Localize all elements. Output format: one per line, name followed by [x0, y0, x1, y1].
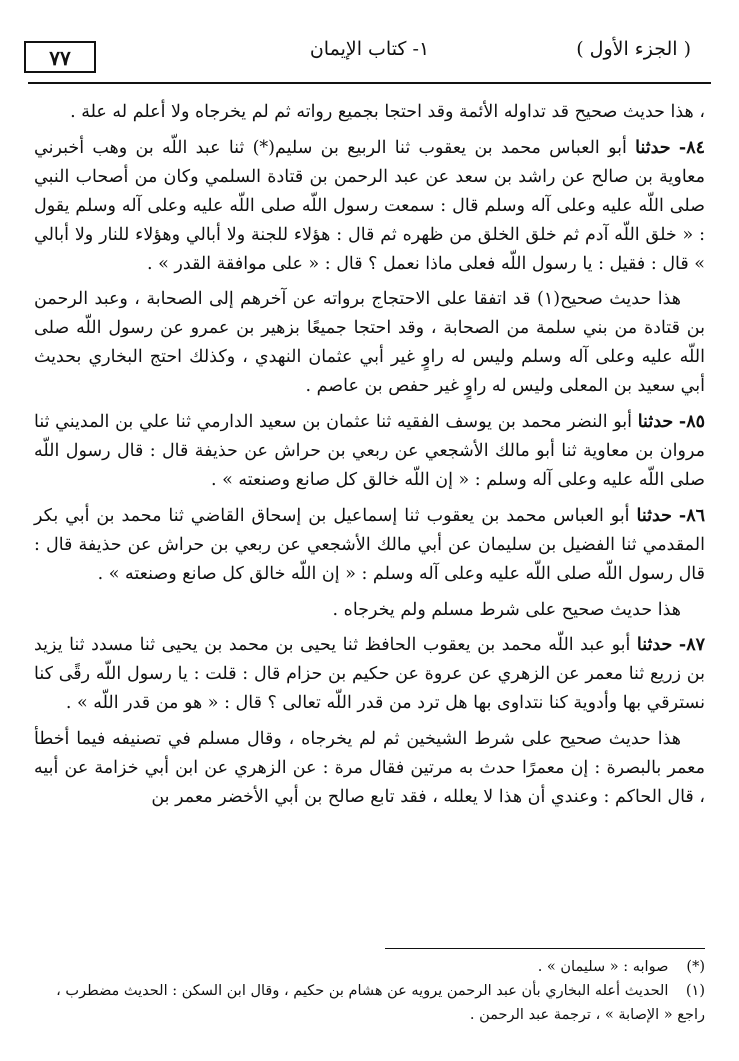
hadith-text: أبو عبد اللّه محمد بن يعقوب الحافظ ثنا يحيى بن محمد بن يحيى ثنا مسدد ثنا يزيد بن زريع ثنا معمر عن الزهري عن عروة عن حكيم بن حزام قال : قلت : يا رسول اللّه رقًى كنا نسترقي بها وأدوية كنا نتداوى بها هل ترد من قدر اللّه تعالى ؟ قال : « هو من قدر اللّه » .	[34, 635, 705, 714]
commentary	[34, 725, 705, 812]
commentary	[34, 596, 705, 625]
commentary-text: هذا حديث صحيح على شرط مسلم ولم يخرجاه .	[332, 599, 681, 620]
hadith-85	[34, 408, 705, 495]
hadith-86	[34, 502, 705, 589]
footnote-text: الحديث أعله البخاري بأن عبد الرحمن يرويه عن هشام بن حكيم ، وقال ابن السكن : الحديث مضطرب ، راجع « الإصابة » ، ترجمة عبد الرحمن .	[56, 983, 705, 1023]
hadith-keyword: حدثنا	[635, 137, 671, 158]
hadith-number: ٨٧-	[678, 635, 705, 656]
footnote	[34, 979, 705, 1027]
hadith-text: أبو العباس محمد بن يعقوب ثنا الربيع بن سليم(*) ثنا عبد اللّه بن وهب أخبرني معاوية بن صالح عن راشد بن سعد عن عبد الرحمن بن قتادة السلمي وكان من أصحاب النبي صلى اللّه عليه وعلى آله وسلم قال : سمعت رسول اللّه صلى اللّه عليه وعلى آله وسلم يقول : « خلق اللّه آدم ثم خلق الخلق من ظهره ثم قال : هؤلاء للجنة ولا أبالي وهؤلاء للنار ولا أبالي » قال : فقيل : يا رسول اللّه فعلى ماذا نعمل ؟ قال : « على موافقة القدر » .	[34, 137, 705, 274]
volume-title: ( الجزء الأول )	[576, 38, 691, 60]
footnote-text: صوابه : « سليمان » .	[537, 959, 669, 975]
footnote-mark: (*)	[686, 959, 705, 975]
hadith-number: ٨٦-	[678, 505, 705, 526]
footnotes	[34, 955, 705, 1027]
hadith-87	[34, 631, 705, 718]
commentary	[34, 285, 705, 401]
commentary-text: هذا حديث صحيح(١) قد اتفقا على الاحتجاج برواته عن آخرهم إلى الصحابة ، وعبد الرحمن بن قتادة من بني سلمة من الصحابة ، وقد احتجا جميعًا بزهير بن عمرو عن رسول اللّه صلى اللّه عليه وعلى آله وسلم وليس له راوٍ غير أبي عثمان النهدي ، وكذلك احتج البخاري بحديث أبي سعيد بن المعلى وليس له راوٍ غير حفص بن عاصم .	[34, 289, 705, 397]
paragraph-text: ، هذا حديث صحيح قد تداوله الأئمة وقد احتجا بجميع رواته ثم لم يخرجاه ولا أعلم له علة .	[70, 102, 705, 122]
page-number: ٧٧	[24, 41, 96, 73]
paragraph	[34, 98, 705, 127]
hadith-keyword: حدثنا	[636, 505, 672, 526]
main-text	[34, 98, 705, 812]
header-rule	[28, 82, 711, 84]
footnote-rule	[385, 948, 705, 949]
page-header	[20, 30, 719, 80]
hadith-number: ٨٤-	[678, 137, 705, 158]
commentary-text: هذا حديث صحيح على شرط الشيخين ثم لم يخرجاه ، وقال مسلم في تصنيفه فيما أخطأ معمر بالبصرة : إن معمرًا حدث به مرتين فقال مرة : عن الزهري عن ابن أبي خزامة عن أبيه ، قال الحاكم : وعندي أن هذا لا يعلله ، فقد تابع صالح بن أبي الأخضر معمر بن	[34, 729, 705, 807]
footnote-mark: (١)	[685, 983, 705, 999]
hadith-84	[34, 134, 705, 279]
footnote	[34, 955, 705, 979]
book-title: ١- كتاب الإيمان	[309, 38, 430, 60]
hadith-text: أبو العباس محمد بن يعقوب ثنا إسماعيل بن إسحاق القاضي ثنا محمد بن أبي بكر المقدمي ثنا الفضيل بن سليمان عن أبي مالك الأشجعي عن ربعي بن حراش عن حذيفة قال : قال رسول اللّه صلى اللّه عليه وعلى آله وسلم : « إن اللّه خالق كل صانع وصنعته » .	[34, 505, 705, 584]
hadith-text: أبو النضر محمد بن يوسف الفقيه ثنا عثمان بن سعيد الدارمي ثنا علي بن المديني ثنا مروان بن معاوية ثنا أبو مالك الأشجعي عن ربعي بن حراش عن حذيفة قال : قال رسول اللّه صلى اللّه عليه وعلى آله وسلم : « إن اللّه خالق كل صانع وصنعته » .	[34, 412, 705, 490]
hadith-number: ٨٥-	[678, 412, 705, 433]
hadith-keyword: حدثنا	[636, 635, 673, 656]
hadith-keyword: حدثنا	[637, 412, 674, 433]
